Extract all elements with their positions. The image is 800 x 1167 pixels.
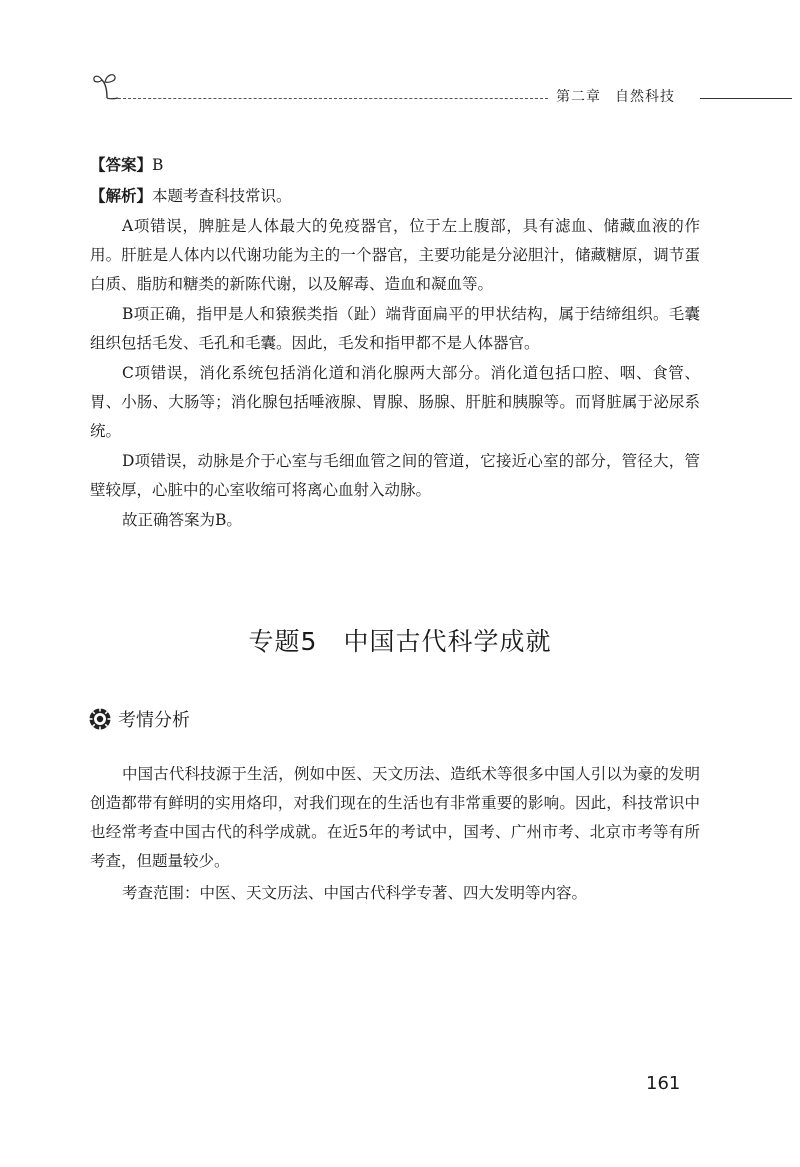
topic-title [0, 622, 800, 658]
explanation-paragraph-b: B项正确，指甲是人和猿猴类指（趾）端背面扁平的甲状结构，属于结缔组织。毛囊组织包括毛发、毛孔和毛囊。因此，毛发和指甲都不是人体器官。 [90, 305, 700, 352]
page-number: 161 [646, 1073, 681, 1094]
explanation-paragraph-a: A项错误，脾脏是人体最大的免疫器官，位于左上腹部，具有滤血、储藏血液的作用。肝脏是人体内以代谢功能为主的一个器官，主要功能是分泌胆汁，储藏糖原，调节蛋白质、脂肪和糖类的新陈代谢，以及解毒、造血和凝血等。 [90, 217, 700, 293]
section-title: 考情分析 [118, 710, 190, 731]
subject-label: 自然科技 [615, 89, 675, 105]
analysis-text: 本题考查科技常识。 [152, 187, 292, 205]
section-paragraph-1: 中国古代科技源于生活，例如中医、天文历法、造纸术等很多中国人引以为豪的发明创造都带有鲜明的实用烙印，对我们现在的生活也有非常重要的影响。因此，科技常识中也经常考查中国古代的科学成就。在近5年的考试中，国考、广州市考、北京市考等有所考查，但题量较少。 [90, 765, 700, 870]
section-paragraph-2: 考查范围：中医、天文历法、中国古代科学专著、四大发明等内容。 [122, 884, 588, 902]
header-solid-rule [700, 98, 792, 99]
chapter-label: 第二章 [556, 89, 601, 105]
gear-sun-icon [88, 707, 112, 731]
analysis-label: 【解析】 [90, 186, 153, 205]
page-header [0, 0, 800, 110]
analysis-line [90, 181, 700, 211]
sprout-icon [90, 68, 124, 102]
answer-line [90, 150, 700, 180]
answer-explanation [90, 150, 700, 536]
answer-value: B [152, 156, 164, 174]
section-body [90, 760, 700, 911]
topic-number: 专题5 [248, 627, 318, 656]
answer-label: 【答案】 [90, 155, 153, 174]
explanation-paragraph-d: D项错误，动脉是介于心室与毛细血管之间的管道，它接近心室的部分，管径大，管壁较厚，心脏中的心室收缩可将离心血射入动脉。 [90, 452, 700, 499]
topic-name: 中国古代科学成就 [343, 627, 552, 656]
explanation-paragraph-c: C项错误，消化系统包括消化道和消化腺两大部分。消化道包括口腔、咽、食管、胃、小肠、大肠等；消化腺包括唾液腺、胃腺、肠腺、肝脏和胰腺等。而肾脏属于泌尿系统。 [90, 364, 700, 440]
running-head [556, 86, 675, 106]
conclusion-paragraph: 故正确答案为B。 [122, 511, 242, 529]
header-dashed-rule [118, 98, 548, 99]
section-heading [88, 706, 190, 732]
